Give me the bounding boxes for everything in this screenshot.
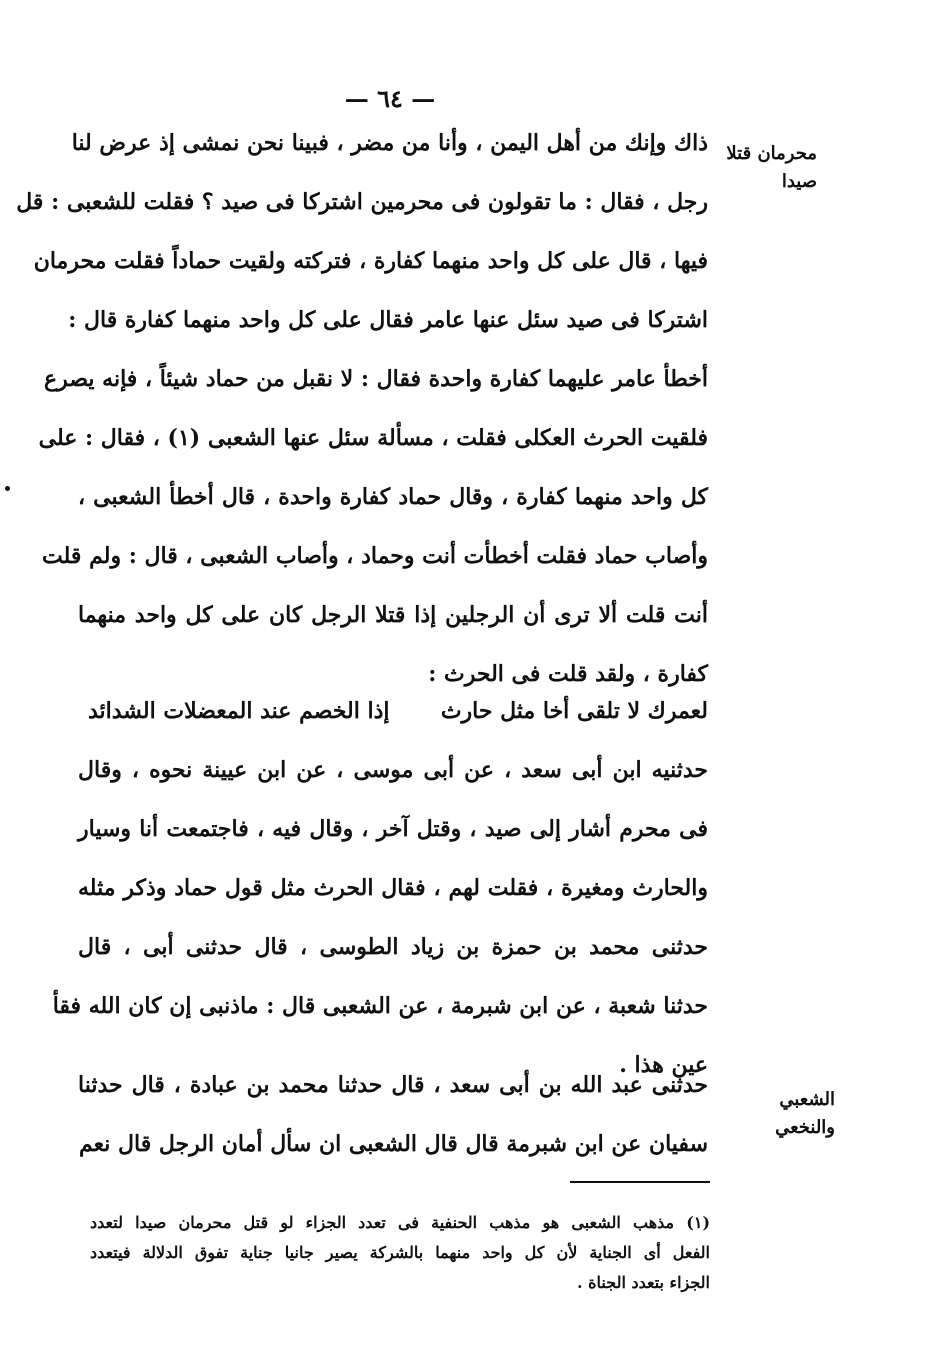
- verse-second-hemistich: إذا الخصم عند المعضلات الشدائد: [87, 698, 390, 724]
- margin-note-pilgrims-hunting: محرمان قتلا صيدا: [726, 143, 817, 192]
- text-line: سفيان عن ابن شبرمة قال قال الشعبى ان سأل أمان الرجل قال نعم: [79, 1131, 708, 1157]
- text-line: حدثنى محمد بن حمزة بن زياد الطوسى ، قال حدثنى أبى ، قال: [78, 934, 708, 960]
- footnote-line: (١) مذهب الشعبى هو مذهب الحنفية فى تعدد الجزاء لو قتل محرمان صيدا لتعدد: [90, 1213, 711, 1232]
- footnote-line: الجزاء بتعدد الجناة .: [577, 1273, 710, 1292]
- verse-first-hemistich: لعمرك لا تلقى أخا مثل حارث: [440, 698, 708, 724]
- text-line: كل واحد منهما كفارة ، وقال حماد كفارة واحدة ، قال أخطأ الشعبى ،: [78, 484, 708, 510]
- footnote-line: الفعل أى الجناية لأن كل واحد منهما بالشركة يصير جانيا جناية تفوق الدلالة فيتعدد: [90, 1243, 710, 1262]
- text-line: رجل ، فقال : ما تقولون فى محرمين اشتركا فى صيد ؟ فقلت للشعبى : قل: [16, 189, 708, 215]
- text-line: أنت قلت ألا ترى أن الرجلين إذا قتلا الرجل كان على كل واحد منهما: [78, 602, 708, 628]
- paragraph-1: [16, 114, 708, 704]
- paragraph-2: [52, 682, 708, 1095]
- text-line: حدثنا شعبة ، عن ابن شبرمة ، عن الشعبى قال : ماذنبى إن كان الله فقأ: [52, 993, 708, 1019]
- text-line: وأصاب حماد فقلت أخطأت أنت وحماد ، وأصاب الشعبى ، قال : ولم قلت: [42, 543, 708, 569]
- text-line: حدثنى عبد الله بن أبى سعد ، قال حدثنا محمد بن عبادة ، قال حدثنا: [78, 1072, 708, 1098]
- footnote-divider: [570, 1181, 710, 1183]
- text-line: حدثنيه ابن أبى سعد ، عن أبى موسى ، عن ابن عيينة نحوه ، وقال: [78, 757, 708, 783]
- text-line: والحارث ومغيرة ، فقلت لهم ، فقال الحرث مثل قول حماد وذكر مثله: [78, 875, 708, 901]
- margin-note-shabi-nakhai: الشعبي والنخعي: [775, 1089, 835, 1138]
- text-line: أخطأ عامر عليهما كفارة واحدة فقال : لا نقبل من حماد شيئاً ، فإنه يصرع: [44, 366, 708, 392]
- text-line: ذاك وإنك من أهل اليمن ، وأنا من مضر ، فبينا نحن نمشى إذ عرض لنا: [71, 130, 708, 156]
- footnote: [90, 1208, 710, 1298]
- paragraph-3: [78, 1056, 708, 1174]
- text-line: كفارة ، ولقد قلت فى الحرث :: [428, 661, 708, 687]
- text-line: فى محرم أشار إلى صيد ، وقتل آخر ، وقال فيه ، فاجتمعت أنا وسيار: [78, 816, 708, 842]
- text-line: فلقيت الحرث العكلى فقلت ، مسألة سئل عنها الشعبى (١) ، فقال : على: [38, 425, 708, 451]
- verse-line: [78, 682, 708, 741]
- text-line: فيها ، قال على كل واحد منهما كفارة ، فتركته ولقيت حماداً فقلت محرمان: [33, 248, 708, 274]
- scan-speck: [5, 486, 10, 491]
- text-line: اشتركا فى صيد سئل عنها عامر فقال على كل واحد منهما كفارة قال :: [68, 307, 708, 333]
- text-line: عين هذا .: [619, 1052, 708, 1078]
- page-number: — ٦٤ —: [344, 84, 436, 113]
